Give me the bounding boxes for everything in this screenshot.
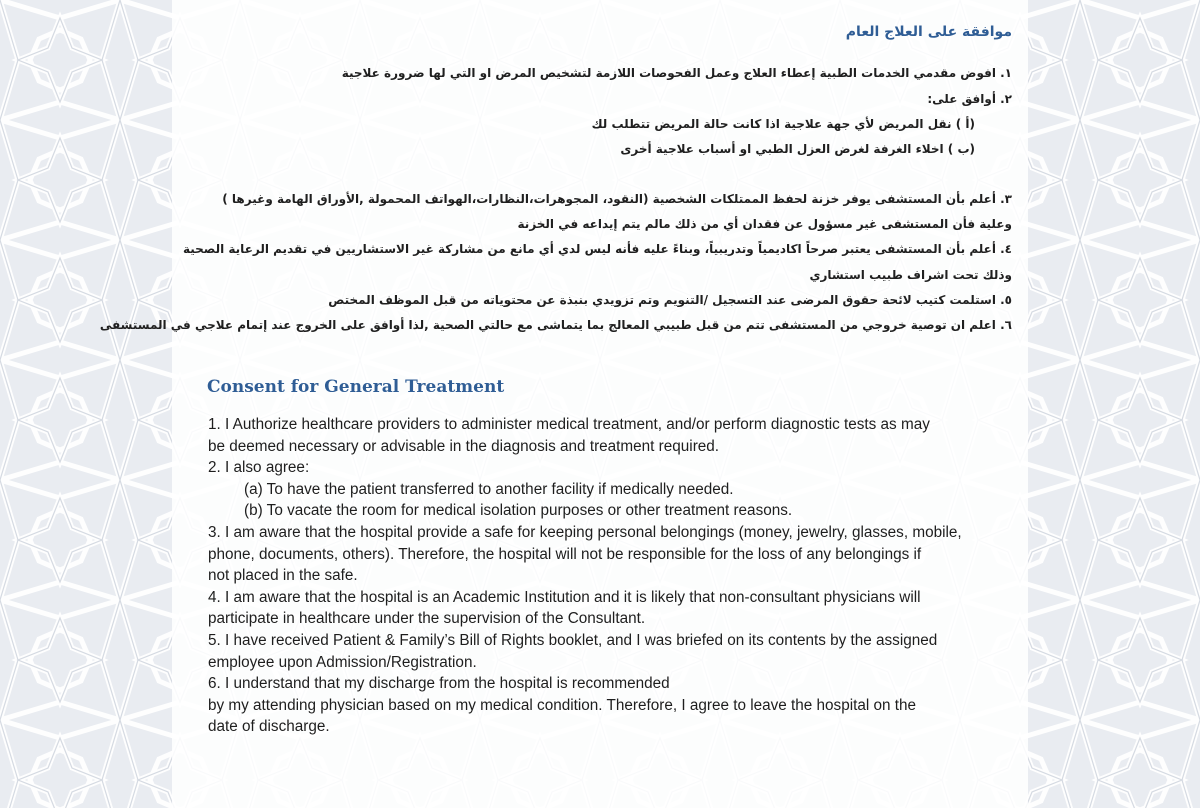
arabic-item-5: ٥. استلمت كتيب لائحة حقوق المرضى عند التسجيل /التنويم وتم تزويدي بنبذة عن محتوياته من قبل الموظف المختص — [328, 293, 1012, 307]
english-line: by my attending physician based on my medical condition. Therefore, I agree to leave the hospital on the — [208, 696, 917, 714]
english-line: date of discharge. — [208, 718, 330, 736]
arabic-item-6: ٦. اعلم ان توصية خروجي من المستشفى تتم من قبل طبيبي المعالج بما يتماشى مع حالتي الصحية ,لذا أوافق على الخروج عند إتمام علاجي في المستشفى — [99, 318, 1012, 332]
english-line: 5. I have received Patient & Family’s Bill of Rights booklet, and I was briefed on its contents by the assigned — [208, 631, 938, 649]
arabic-item-2: ٢. أوافق على: — [927, 92, 1012, 106]
english-line: (a) To have the patient transferred to another facility if medically needed. — [244, 480, 734, 498]
arabic-item-3: ٣. أعلم بأن المستشفى يوفر خزنة لحفظ الممتلكات الشخصية (النقود، المجوهرات،النظارات،الهواتف المحمولة ,الأوراق الهامة وغيرها ) — [222, 192, 1012, 206]
english-title: Consent for General Treatment — [207, 377, 505, 397]
english-line: 4. I am aware that the hospital is an Academic Institution and it is likely that non-consultant physicians will — [208, 588, 921, 606]
english-line: 2. I also agree: — [208, 459, 310, 477]
english-line: phone, documents, others). Therefore, the hospital will not be responsible for the loss of any belongings if — [208, 545, 922, 563]
english-line: employee upon Admission/Registration. — [208, 653, 477, 671]
arabic-item-2a: (أ ) نقل المريض لأي جهة علاجية اذا كانت حالة المريض تتطلب لك — [591, 117, 975, 131]
english-line: be deemed necessary or advisable in the diagnosis and treatment required. — [208, 437, 720, 455]
english-line: 6. I understand that my discharge from the hospital is recommended — [208, 675, 670, 693]
arabic-item-2b: (ب ) اخلاء الغرفة لغرض العزل الطبي او أسباب علاجية أخرى — [620, 142, 975, 156]
arabic-title: موافقة على العلاج العام — [845, 24, 1012, 40]
english-body — [208, 414, 1028, 738]
arabic-item-1: ١. افوض مقدمي الخدمات الطبية إعطاء العلاج وعمل الفحوصات اللازمة لتشخيص المرض او التي لها ضرورة علاجية — [341, 66, 1012, 80]
english-line: not placed in the safe. — [208, 567, 358, 585]
english-line: 1. I Authorize healthcare providers to administer medical treatment, and/or perform diagnostic tests as may — [208, 416, 930, 433]
arabic-item-4: ٤. أعلم بأن المستشفى يعتبر صرحاً اكاديمياً وتدريبياً، وبناءً عليه فأنه ليس لدي أي مانع من مشاركة غير الاستشاريين في تقديم الرعاية الصحية — [182, 242, 1012, 256]
english-line: participate in healthcare under the supervision of the Consultant. — [208, 610, 646, 628]
arabic-item-4-cont: وذلك تحت اشراف طبيب استشاري — [809, 268, 1012, 282]
arabic-item-3-cont: وعلية فأن المستشفى غير مسؤول عن فقدان أي من ذلك مالم يتم إيداعه في الخزنة — [517, 217, 1012, 231]
english-line: 3. I am aware that the hospital provide a safe for keeping personal belongings (money, jewelry, glasses, mobile, — [208, 523, 962, 541]
english-line: (b) To vacate the room for medical isolation purposes or other treatment reasons. — [244, 502, 793, 520]
